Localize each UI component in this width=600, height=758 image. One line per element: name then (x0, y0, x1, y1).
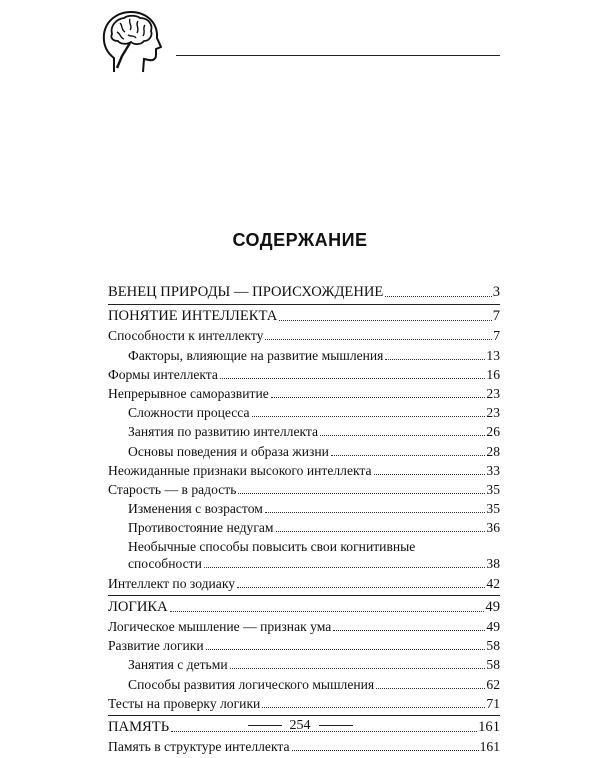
toc-entry-label: Сложности процесса (128, 405, 250, 421)
toc-entry-page: 28 (486, 443, 500, 459)
toc-entry-continuation[interactable] (108, 556, 500, 571)
toc-entry[interactable] (108, 367, 500, 382)
toc-entry-page: 23 (486, 385, 500, 401)
toc-entry-page: 16 (486, 366, 500, 382)
dot-leader (271, 397, 486, 398)
dot-leader (376, 688, 485, 689)
dot-leader (230, 668, 486, 669)
toc-entry[interactable] (108, 328, 500, 343)
dot-leader (265, 339, 492, 340)
toc-entry-page: 35 (486, 481, 500, 497)
toc-entry[interactable] (108, 657, 500, 672)
toc-entry[interactable] (108, 482, 500, 497)
toc-entry-label: Тесты на проверку логики (108, 695, 261, 711)
toc-entry-label: Занятия с детьми (128, 657, 228, 673)
page-footer (0, 718, 600, 734)
toc-entry-label: Неожиданные признаки высокого интеллекта (108, 462, 372, 478)
dot-leader (333, 630, 485, 631)
toc-entry-page: 33 (486, 462, 500, 478)
toc-entry[interactable] (108, 619, 500, 634)
toc-entry-page: 49 (485, 598, 500, 615)
toc-entry-page: 7 (492, 308, 500, 325)
toc-entry-page: 42 (486, 575, 500, 591)
toc-entry-page: 23 (486, 405, 500, 421)
dot-leader (292, 750, 479, 751)
toc-entry[interactable] (108, 463, 500, 478)
toc-entry-page: 7 (493, 328, 500, 344)
toc-entry-label: Необычные способы повысить свои когнитивные (128, 539, 416, 555)
toc-entry[interactable] (108, 520, 500, 535)
dot-leader (385, 296, 491, 297)
toc-entry[interactable] (108, 405, 500, 420)
dot-leader (252, 416, 486, 417)
toc-entry-label: Интеллект по зодиаку (108, 575, 236, 591)
dot-leader (265, 512, 486, 513)
toc-entry[interactable] (108, 599, 500, 615)
toc-entry-label: Факторы, влияющие на развитие мышления (128, 347, 384, 363)
dot-leader (220, 378, 485, 379)
toc-entry-label: Логическое мышление — признак ума (108, 619, 332, 634)
toc-entry-label: Формы интеллекта (108, 366, 218, 382)
toc-entry[interactable] (108, 576, 500, 591)
toc-entry-page: 36 (486, 520, 500, 536)
toc-entry-page: 13 (486, 347, 500, 363)
toc-entry[interactable] (108, 677, 500, 692)
toc-entry[interactable] (108, 638, 500, 653)
toc-entry-page: 26 (486, 424, 500, 440)
dot-leader (331, 455, 486, 456)
page-title: СОДЕРЖАНИЕ (232, 230, 368, 250)
toc-entry-label-cont: способности (128, 556, 202, 572)
dot-leader (374, 474, 486, 475)
toc-entry-page: 71 (486, 695, 500, 711)
toc-entry-page: 58 (486, 638, 500, 654)
toc-entry[interactable] (108, 284, 500, 300)
toc-entry-label: Способности к интеллекту (108, 328, 264, 344)
toc-entry-page: 35 (486, 501, 500, 517)
toc-entry[interactable] (108, 501, 500, 516)
dot-leader (206, 649, 486, 650)
header-rule (176, 55, 500, 56)
toc-entry-label: Изменения с возрастом (128, 501, 263, 517)
toc-entry-page: 58 (486, 657, 500, 673)
dot-leader (237, 587, 485, 588)
toc-entry-page: 161 (478, 718, 500, 735)
section-divider (108, 715, 500, 716)
toc-entry[interactable] (108, 386, 500, 401)
dot-leader (262, 707, 485, 708)
dot-leader (320, 435, 485, 436)
toc-entry-label: Способы развития логического мышления (128, 676, 375, 692)
page-number: 254 (289, 718, 311, 733)
dot-leader (204, 567, 486, 568)
section-divider (108, 304, 500, 305)
toc-entry-label: Развитие логики (108, 638, 204, 654)
dot-leader (170, 611, 485, 612)
toc-entry-label: ПОНЯТИЕ ИНТЕЛЛЕКТА (108, 308, 278, 325)
toc-entry-label: Основы поведения и образа жизни (128, 443, 329, 459)
toc-entry-label: ПАМЯТЬ (108, 718, 170, 735)
toc-entry[interactable] (108, 739, 500, 754)
toc-entry-page: 38 (486, 556, 500, 572)
dot-leader (276, 531, 486, 532)
dot-leader (385, 359, 485, 360)
toc-entry[interactable] (108, 424, 500, 439)
toc-entry-label: ЛОГИКА (108, 598, 168, 615)
toc-entry-label: Занятия по развитию интеллекта (128, 424, 319, 440)
toc-entry-page: 161 (479, 739, 500, 755)
footer-dash-right (319, 725, 353, 726)
footer-dash-left (248, 725, 282, 726)
section-divider (108, 595, 500, 596)
toc-entry-label: Старость — в радость (108, 481, 237, 497)
toc-entry[interactable] (108, 444, 500, 459)
toc-entry[interactable] (108, 308, 500, 324)
toc-entry-page: 49 (486, 619, 500, 634)
toc-entry-label: Непрерывное саморазвитие (108, 385, 269, 401)
toc-entry[interactable] (108, 539, 500, 554)
toc-entry[interactable] (108, 348, 500, 363)
toc-entry-label: Память в структуре интеллекта (108, 739, 290, 755)
dot-leader (279, 320, 491, 321)
toc-entry-label: Противостояние недугам (128, 520, 274, 536)
toc-entry[interactable] (108, 696, 500, 711)
toc-entry-page: 62 (486, 676, 500, 692)
table-of-contents (108, 284, 500, 758)
toc-entry-page: 3 (492, 284, 500, 300)
dot-leader (238, 493, 485, 494)
toc-entry-label: ВЕНЕЦ ПРИРОДЫ — ПРОИСХОЖДЕНИЕ (108, 284, 384, 300)
head-brain-logo-icon (100, 8, 162, 74)
